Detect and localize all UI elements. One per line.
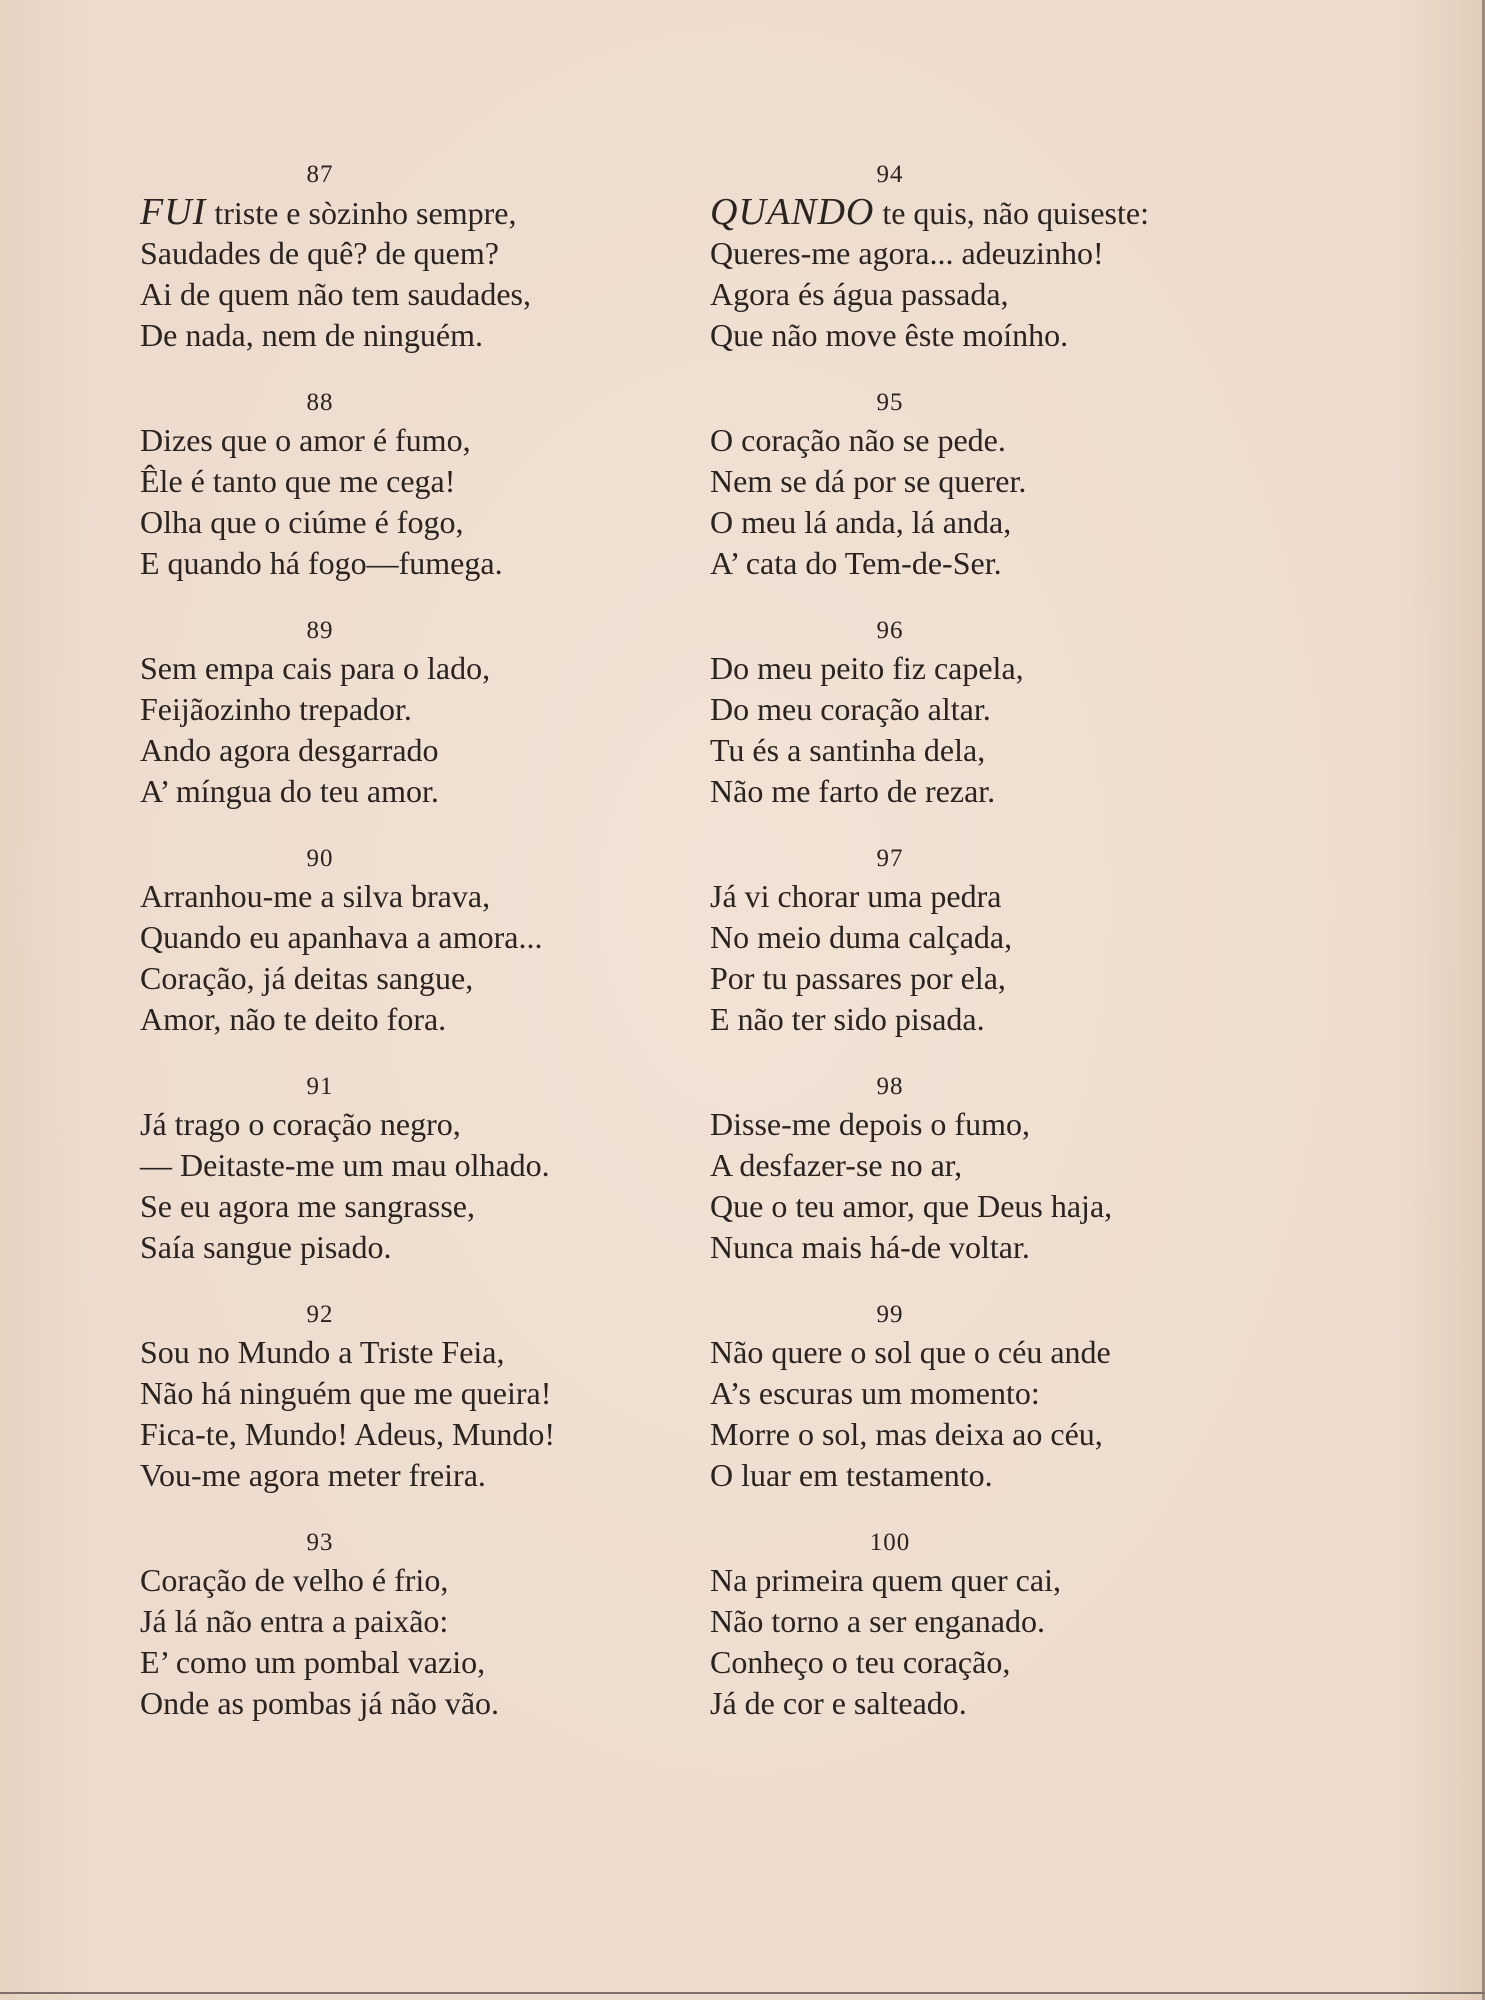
quatrain-number: 90 [306,845,334,872]
quatrain-number: 95 [876,389,904,416]
verse-line: No meio duma calçada, [710,919,1013,955]
verse-line: A’ cata do Tem-de-Ser. [710,545,1002,581]
quatrain-number: 97 [876,845,904,872]
verse-line: Amor, não te deito fora. [140,1001,447,1037]
quatrain-90 [140,842,660,1070]
verse-line: Disse-me depois o fumo, [710,1106,1030,1142]
verse-line: Queres-me agora... adeuzinho! [710,235,1104,271]
quatrain-number: 87 [306,161,334,188]
quatrain-number: 98 [876,1073,904,1100]
verse-line: E não ter sido pisada. [710,1001,985,1037]
verse-line: Por tu passares por ela, [710,960,1006,996]
quatrain-89 [140,614,660,842]
drop-lead-word: FUI [140,191,207,233]
verse-line: Arranhou-me a silva brava, [140,878,491,914]
verse-line: O meu lá anda, lá anda, [710,504,1012,540]
verse-line: Conheço o teu coração, [710,1644,1011,1680]
verse-line: Saudades de quê? de quem? [140,235,499,271]
verse-line: O coração não se pede. [710,422,1006,458]
verse-line: Já lá não entra a paixão: [140,1603,449,1639]
verse-line: Que não move êste moínho. [710,317,1069,353]
verse-line: O luar em testamento. [710,1457,993,1493]
verse-line [140,192,660,233]
verse-line: Se eu agora me sangrasse, [140,1188,475,1224]
quatrain-number: 96 [876,617,904,644]
verse-line: Olha que o ciúme é fogo, [140,504,464,540]
verse-line: Tu és a santinha dela, [710,732,986,768]
verse-line: Êle é tanto que me cega! [140,463,456,499]
quatrain-87 [140,158,660,386]
verse-text: te quis, não quiseste: [882,195,1149,231]
verse-line: Do meu coração altar. [710,691,991,727]
verse-line: Nunca mais há-de voltar. [710,1229,1030,1265]
verse-line: A’ míngua do teu amor. [140,773,439,809]
verse-line: De nada, nem de ninguém. [140,317,483,353]
verse-line: Saía sangue pisado. [140,1229,392,1265]
verse-line: Coração de velho é frio, [140,1562,449,1598]
verse-line: Não há ninguém que me queira! [140,1375,552,1411]
verse-line: Na primeira quem quer cai, [710,1562,1061,1598]
verse-line: Feijãozinho trepador. [140,691,412,727]
drop-lead-word: QUANDO [710,191,875,233]
quatrain-100 [710,1526,1230,1754]
verse-line: A’s escuras um momento: [710,1375,1040,1411]
quatrain-number: 100 [869,1529,911,1556]
verse-line: Morre o sol, mas deixa ao céu, [710,1416,1103,1452]
verse-line: Já de cor e salteado. [710,1685,967,1721]
verse-line: E’ como um pombal vazio, [140,1644,486,1680]
verse-line: Que o teu amor, que Deus haja, [710,1188,1113,1224]
verse-line: Coração, já deitas sangue, [140,960,474,996]
quatrain-88 [140,386,660,614]
verse-line: — Deitaste-me um mau olhado. [140,1147,550,1183]
verse-line: Já trago o coração negro, [140,1106,461,1142]
verse-line: Sem empa cais para o lado, [140,650,491,686]
verse-line: Do meu peito fiz capela, [710,650,1024,686]
quatrain-91 [140,1070,660,1298]
quatrain-96 [710,614,1230,842]
quatrain-number: 94 [876,161,904,188]
verse-text: triste e sòzinho sempre, [214,195,517,231]
quatrain-95 [710,386,1230,614]
quatrain-97 [710,842,1230,1070]
quatrain-92 [140,1298,660,1526]
page-edge-bottom [0,1992,1485,1994]
verse-line: Já vi chorar uma pedra [710,878,1002,914]
quatrain-number: 89 [306,617,334,644]
verse-line: Não torno a ser enganado. [710,1603,1045,1639]
verse-line: Ai de quem não tem saudades, [140,276,531,312]
verse-line: Não me farto de rezar. [710,773,996,809]
quatrain-99 [710,1298,1230,1526]
verse-line: A desfazer-se no ar, [710,1147,963,1183]
verse-line: Onde as pombas já não vão. [140,1685,500,1721]
quatrain-number: 88 [306,389,334,416]
verse-line [710,192,1230,233]
verse-line: Vou-me agora meter freira. [140,1457,486,1493]
verse-line: Ando agora desgarrado [140,732,439,768]
left-column [140,158,660,1754]
quatrain-93 [140,1526,660,1754]
quatrain-98 [710,1070,1230,1298]
verse-line: Agora és água passada, [710,276,1009,312]
verse-line: Sou no Mundo a Triste Feia, [140,1334,505,1370]
verse-line: Fica-te, Mundo! Adeus, Mundo! [140,1416,556,1452]
verse-line: Não quere o sol que o céu ande [710,1334,1111,1370]
verse-line: Nem se dá por se querer. [710,463,1027,499]
right-column [710,158,1230,1754]
quatrain-94 [710,158,1230,386]
verse-line: Dizes que o amor é fumo, [140,422,471,458]
quatrain-number: 93 [306,1529,334,1556]
verse-line: Quando eu apanhava a amora... [140,919,543,955]
verse-line: E quando há fogo—fumega. [140,545,503,581]
quatrain-number: 99 [876,1301,904,1328]
quatrain-number: 92 [306,1301,334,1328]
quatrain-number: 91 [306,1073,334,1100]
